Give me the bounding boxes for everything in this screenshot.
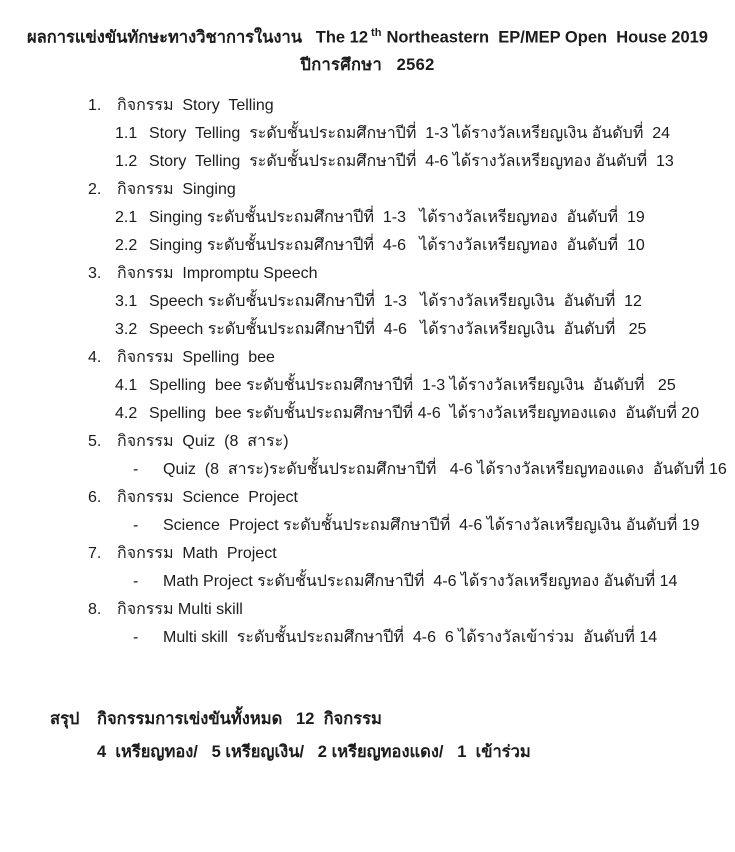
- sub-item-marker: 4.2: [115, 404, 138, 422]
- activity-number: 5.: [88, 432, 102, 450]
- activity-sub-item: [0, 120, 735, 148]
- activity-6: [0, 484, 735, 540]
- activity-sub-item: [0, 204, 735, 232]
- activity-sub-item: [0, 316, 735, 344]
- activity-3: [0, 260, 735, 344]
- document-title: [0, 20, 735, 79]
- sub-item-marker: 3.1: [115, 292, 138, 310]
- activity-header: [0, 540, 735, 568]
- activity-number: 6.: [88, 488, 102, 506]
- sub-item-marker: 2.1: [115, 208, 138, 226]
- activity-8: [0, 596, 735, 652]
- activity-label: กิจกรรม Multi skill: [117, 600, 243, 618]
- sub-item-text: Quiz (8 สาระ)ระดับชั้นประถมศึกษาปีที่ 4-6 ได้รางวัลเหรียญทองแดง อันดับที่ 16: [163, 460, 727, 478]
- activity-header: [0, 176, 735, 204]
- activity-number: 3.: [88, 264, 102, 282]
- activity-label: กิจกรรม Story Telling: [117, 96, 274, 114]
- sub-item-marker: 2.2: [115, 236, 138, 254]
- activity-sub-item: [0, 372, 735, 400]
- sub-item-marker: 4.1: [115, 376, 138, 394]
- activity-label: กิจกรรม Math Project: [117, 544, 277, 562]
- title-ordinal-superscript: th: [371, 27, 382, 39]
- activity-sub-item: [0, 624, 735, 652]
- activity-header: [0, 92, 735, 120]
- activity-sub-item: [0, 288, 735, 316]
- activity-label: กิจกรรม Science Project: [117, 488, 298, 506]
- activity-label: กิจกรรม Singing: [117, 180, 236, 198]
- activity-number: 7.: [88, 544, 102, 562]
- summary-total-text: กิจกรรมการเข่งขันทั้งหมด 12 กิจกรรม: [97, 709, 382, 728]
- activity-number: 1.: [88, 96, 102, 114]
- activity-header: [0, 260, 735, 288]
- activity-header: [0, 428, 735, 456]
- activity-number: 8.: [88, 600, 102, 618]
- activity-7: [0, 540, 735, 596]
- activity-header: [0, 484, 735, 512]
- sub-item-dash: -: [133, 628, 139, 646]
- sub-item-text: Singing ระดับชั้นประถมศึกษาปีที่ 4-6 ได้รางวัลเหรียญทอง อันดับที่ 10: [149, 236, 645, 254]
- activity-sub-item: [0, 148, 735, 176]
- activity-sub-item: [0, 568, 735, 596]
- activity-header: [0, 344, 735, 372]
- sub-item-text: Speech ระดับชั้นประถมศึกษาปีที่ 4-6 ได้รางวัลเหรียญเงิน อันดับที่ 25: [149, 320, 647, 338]
- activity-sub-item: [0, 512, 735, 540]
- sub-item-text: Spelling bee ระดับชั้นประถมศึกษาปีที่ 4-6 ได้รางวัลเหรียญทองแดง อันดับที่ 20: [149, 404, 700, 422]
- sub-item-text: Spelling bee ระดับชั้นประถมศึกษาปีที่ 1-3 ได้รางวัลเหรียญเงิน อันดับที่ 25: [149, 376, 676, 394]
- title-line-2: ปีการศึกษา 2562: [300, 55, 435, 74]
- activity-sub-item: [0, 400, 735, 428]
- activity-4: [0, 344, 735, 428]
- activity-5: [0, 428, 735, 484]
- summary-block: [0, 703, 735, 769]
- activity-sub-item: [0, 456, 735, 484]
- activity-number: 2.: [88, 180, 102, 198]
- activity-2: [0, 176, 735, 260]
- sub-item-text: Math Project ระดับชั้นประถมศึกษาปีที่ 4-6 ได้รางวัลเหรียญทอง อันดับที่ 14: [163, 572, 678, 590]
- activity-header: [0, 596, 735, 624]
- sub-item-marker: 1.2: [115, 152, 138, 170]
- sub-item-dash: -: [133, 516, 139, 534]
- activity-label: กิจกรรม Impromptu Speech: [117, 264, 318, 282]
- summary-line-2: 4 เหรียญทอง/ 5 เหรียญเงิน/ 2 เหรียญทองแดง/ 1 เข้าร่วม: [97, 742, 531, 761]
- sub-item-text: Story Telling ระดับชั้นประถมศึกษาปีที่ 1-3 ได้รางวัลเหรียญเงิน อันดับที่ 24: [149, 124, 671, 142]
- title-line-1: [0, 20, 735, 52]
- title-english-post: Northeastern EP/MEP Open House 2019: [386, 28, 708, 47]
- sub-item-marker: 3.2: [115, 320, 138, 338]
- activity-number: 4.: [88, 348, 102, 366]
- activity-label: กิจกรรม Quiz (8 สาระ): [117, 432, 289, 450]
- summary-line-1: [0, 703, 735, 736]
- activity-1: [0, 92, 735, 176]
- sub-item-dash: -: [133, 460, 139, 478]
- sub-item-text: Story Telling ระดับชั้นประถมศึกษาปีที่ 4-6 ได้รางวัลเหรียญทอง อันดับที่ 13: [149, 152, 674, 170]
- sub-item-text: Science Project ระดับชั้นประถมศึกษาปีที่ 4-6 ได้รางวัลเหรียญเงิน อันดับที่ 19: [163, 516, 700, 534]
- activity-label: กิจกรรม Spelling bee: [117, 348, 275, 366]
- summary-label: สรุป: [50, 709, 80, 728]
- activity-list: [0, 92, 735, 652]
- activity-sub-item: [0, 232, 735, 260]
- title-thai-english-pre: ผลการแข่งขันทักษะทางวิชาการในงาน The 12: [27, 28, 369, 47]
- sub-item-text: Multi skill ระดับชั้นประถมศึกษาปีที่ 4-6 6 ได้รางวัลเข้าร่วม อันดับที่ 14: [163, 628, 658, 646]
- sub-item-dash: -: [133, 572, 139, 590]
- sub-item-text: Speech ระดับชั้นประถมศึกษาปีที่ 1-3 ได้รางวัลเหรียญเงิน อันดับที่ 12: [149, 292, 642, 310]
- sub-item-text: Singing ระดับชั้นประถมศึกษาปีที่ 1-3 ได้รางวัลเหรียญทอง อันดับที่ 19: [149, 208, 645, 226]
- sub-item-marker: 1.1: [115, 124, 138, 142]
